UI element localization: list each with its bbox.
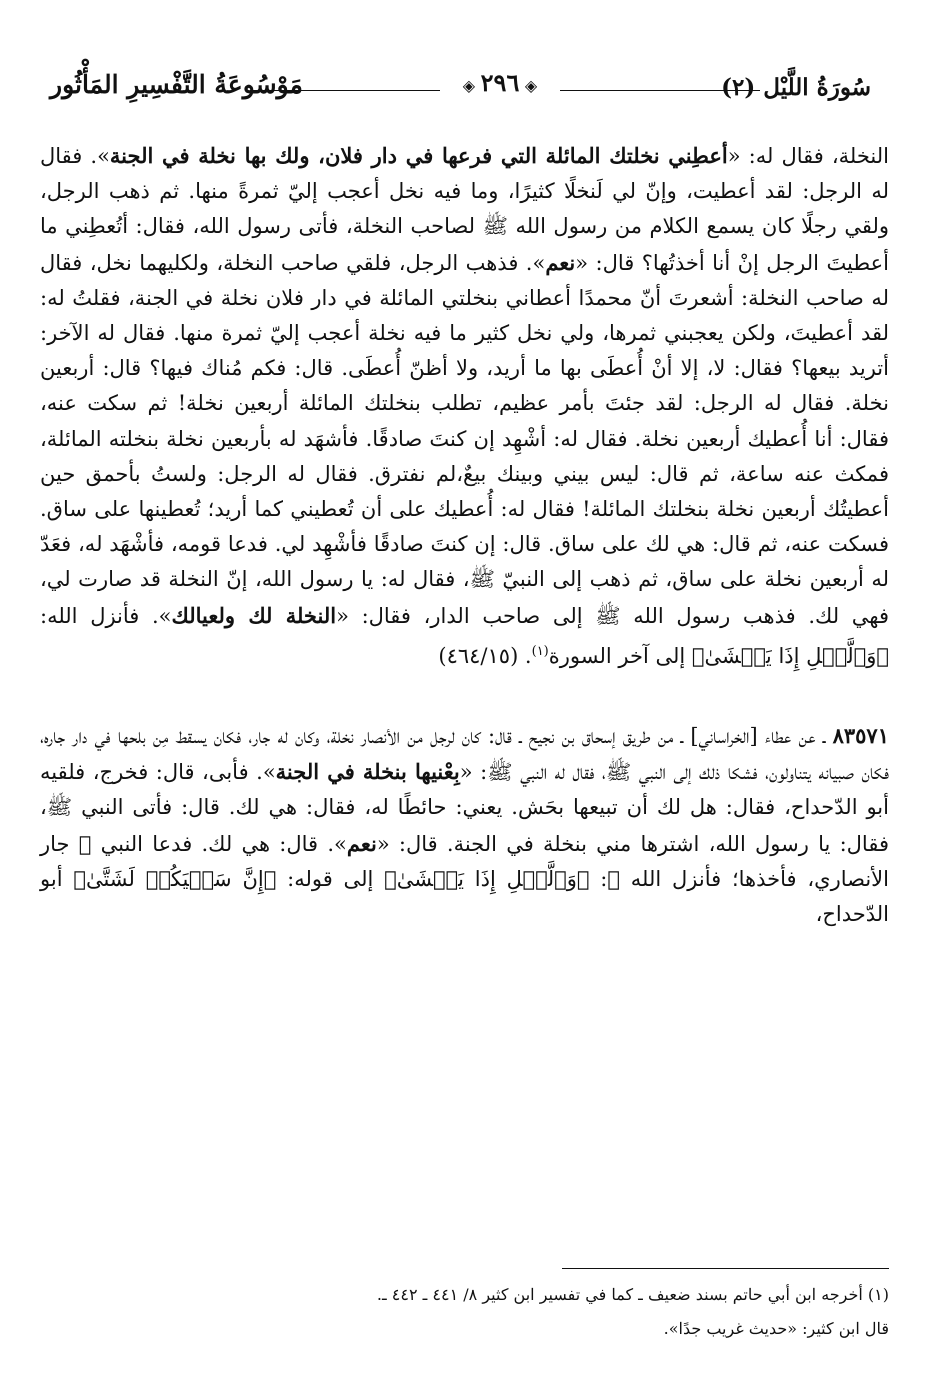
running-header	[40, 66, 889, 126]
hadith-passage	[40, 138, 889, 674]
passage-text: ». فقال له الرجل: لقد أعطيت، وإنّ لي لَنخلًا كثيرًا، وما فيه نخل أعجب إليّ ثمرةً منها. ثم ذهب الرجل، ولقي رجلًا كان يسمع الكلام من رسول الله ﷺ لصاحب النخلة، فأتى رسول الله، فقال: أتُعطِني ما أعطيتَ الرجل إنْ أنا أخذتُها؟ قال: «	[40, 144, 889, 275]
header-rule-right	[560, 90, 760, 91]
main-text	[40, 138, 889, 932]
footnote: (١) أخرجه ابن أبي حاتم بسند ضعيف ـ كما في تفسير ابن كثير ٨/ ٤٤١ ـ ٤٤٢ ـ.	[376, 1285, 889, 1304]
passage-text: ». فأنزل الله: ﴿وَٱلَّيۡلِ إِذَا يَغۡشَىٰ﴾ إلى آخر السورة	[40, 603, 889, 668]
paragraph-gap	[40, 674, 889, 718]
page-number	[445, 68, 555, 97]
prophetic-quote: أعطِني نخلتك المائلة التي فرعها في دار فلان، ولك بها نخلة في الجنة	[109, 143, 728, 168]
footnote: قال ابن كثير: «حديث غريب جدًا».	[663, 1319, 889, 1338]
passage-text: ». قال: هي لك. فدعا النبي ﷺ جار الأنصاري، فأخذها؛ فأنزل الله ﷻ: ﴿وَٱلَّيۡلِ إِذَا يَغۡشَىٰ﴾ إلى قوله: ﴿إِنَّ سَعۡيَكُمۡ لَشَتَّىٰ﴾ أبو الدّحداح،	[40, 831, 889, 927]
prophetic-quote: بِعْنيها بنخلة في الجنة	[275, 759, 460, 785]
passage-text: ». فذهب الرجل، فلقي صاحب النخلة، ولكليهما نخل، فقال له صاحب النخلة: أشعرتَ أنّ محمدًا أعطاني بنخلتي المائلة في دار فلان نخلة في الجنة، فقلتُ له: لقد أعطيتَ، ولكن يعجبني ثمرها، ولي نخل كثير ما فيه نخلة أعجب إليّ ثمرة منها. فقال له الآخر: أتريد بيعها؟ فقال: لا، إلا أنْ أُعطَى بها ما أريد، ولا أظنّ أُعطَى. قال: فكم مُناك فيها؟ قال: أربعين نخلة. فقال له الرجل: لقد جئتَ بأمر عظيم، تطلب بنخلتك المائلة أربعين نخلة! ثم سكت عنه، فقال: أنا أُعطيك أربعين نخلة. فقال له: أشْهِد إن كنتَ صادقًا. فأشهَد له بأربعين نخلة بنخلته المائلة، فمكث عنه ساعة، ثم قال: ليس بيني وبينك بيعٌ،لم نفترق. فقال له الرجل: ولستُ بأحمق حين أعطيتُك أربعين نخلة بنخلتك المائلة! فقال له: أُعطيك على أن تُعطيني كما أريد؛ تُعطينها على ساق. فسكت عنه، ثم قال: هي لك على ساق. قال: إن كنتَ صادقًا فأشْهِد لي. فدعا قومه، فأشْهَد له، فعَدّ له أربعين نخلة على ساق، ثم ذهب إلى النبيّ ﷺ، فقال له: يا رسول الله، إنّ النخلة قد صارت لي، فهي لك. فذهب رسول الله ﷺ إلى صاحب الدار، فقال: «	[40, 250, 889, 628]
book-title: مَوْسُوعَةُ التَّفْسِيرِ المَأْثُور	[50, 70, 303, 99]
prophetic-quote: نعم	[545, 249, 576, 275]
ornament-icon: ◈	[519, 76, 538, 95]
narration-number: ٨٣٥٧١	[832, 723, 889, 749]
passage-text: النخلة، فقال له: «	[727, 144, 889, 168]
volume-reference: . (٤٦٤/١٥)	[438, 643, 532, 668]
ornament-icon: ◈	[462, 76, 481, 95]
footnote-separator	[562, 1268, 889, 1269]
footnotes	[40, 1278, 889, 1346]
footnote-marker: (١)	[531, 643, 549, 659]
prophetic-quote: النخلة لك ولعيالك	[171, 602, 337, 628]
passage-text: ». فأبى، قال: فخرج، فلقيه أبو الدّحداح، فقال: هل لك أن تبيعها بحَش. يعني: حائطًا له، فقال: هي لك. قال: فأتى النبي ﷺ، فقال: يا رسول الله، اشترها مني بنخلة في الجنة. قال: «	[40, 760, 889, 856]
hadith-passage	[40, 718, 889, 932]
passage-text: ـ عن عطاء [الخراساني] ـ من طريق إسحاق بن نجيح ـ قال: كان لرجل من الأنصار نخلة، وكان له جار، فكان يسقط مِن بلحها في دار جاره، فكان صبيانه يتناولون، فشكا ذلك إلى النبي ﷺ، فقال له النبي ﷺ: «	[40, 724, 889, 785]
surah-title: سُورَةُ اللَّيْل (٢)	[721, 74, 871, 101]
prophetic-quote: نعم	[346, 830, 377, 856]
page-number-text: ٢٩٦	[480, 68, 520, 97]
